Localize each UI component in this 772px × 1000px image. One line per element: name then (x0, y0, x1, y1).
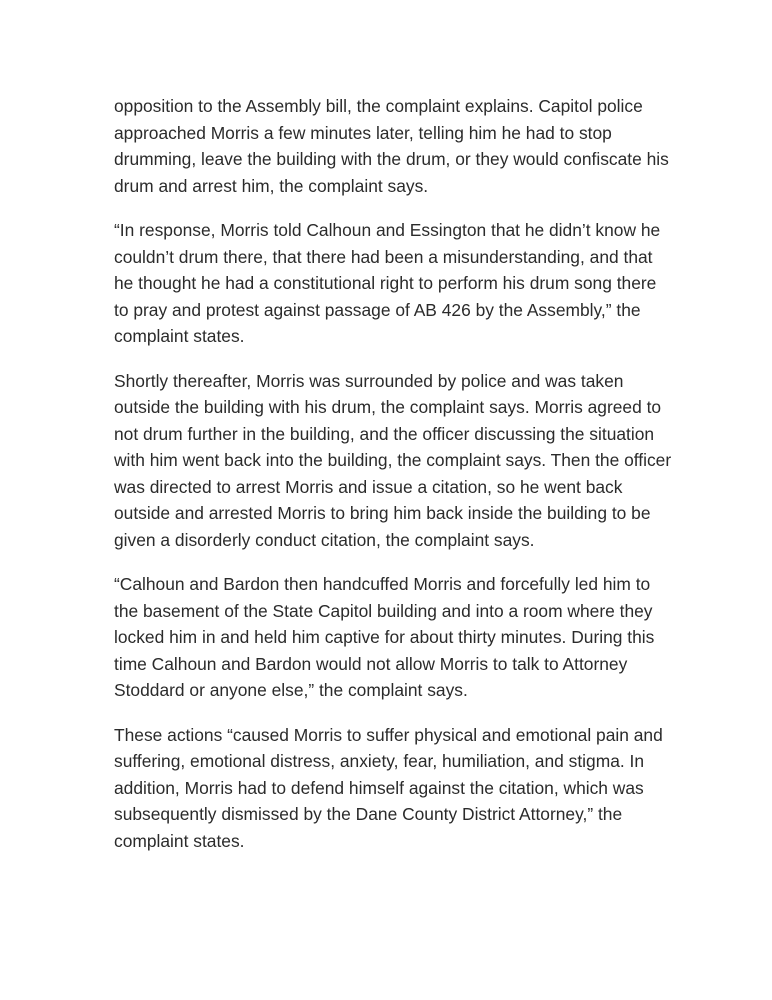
paragraph: “In response, Morris told Calhoun and Essington that he didn’t know he couldn’t drum there, that there had been a misunderstanding, and that he thought he had a constitutional right to perform his drum song there to pray and protest against passage of AB 426 by the Assembly,” the complaint states. (114, 220, 661, 346)
paragraph: These actions “caused Morris to suffer physical and emotional pain and suffering, emotional distress, anxiety, fear, humiliation, and stigma. In addition, Morris had to defend himself against the citation, which was subsequently dismissed by the Dane County District Attorney,” the complaint states. (114, 724, 663, 851)
paragraph: Shortly thereafter, Morris was surrounded by police and was taken outside the building with his drum, the complaint says. Morris agreed to not drum further in the building, and the officer discussing the situation with him went back into the building, the complaint says. Then the officer was directed to arrest Morris and issue a citation, so he went back outside and arrested Morris to bring him back inside the building to be given a disorderly conduct citation, the complaint says. (114, 370, 672, 550)
article-body (114, 93, 674, 872)
paragraph: opposition to the Assembly bill, the complaint explains. Capitol police approached Morris a few minutes later, telling him he had to stop drumming, leave the building with the drum, or they would confiscate his drum and arrest him, the complaint says. (114, 96, 669, 196)
paragraph: “Calhoun and Bardon then handcuffed Morris and forcefully led him to the basement of the State Capitol building and into a room where they locked him in and held him captive for about thirty minutes. During this time Calhoun and Bardon would not allow Morris to talk to Attorney Stoddard or anyone else,” the complaint says. (114, 574, 655, 700)
